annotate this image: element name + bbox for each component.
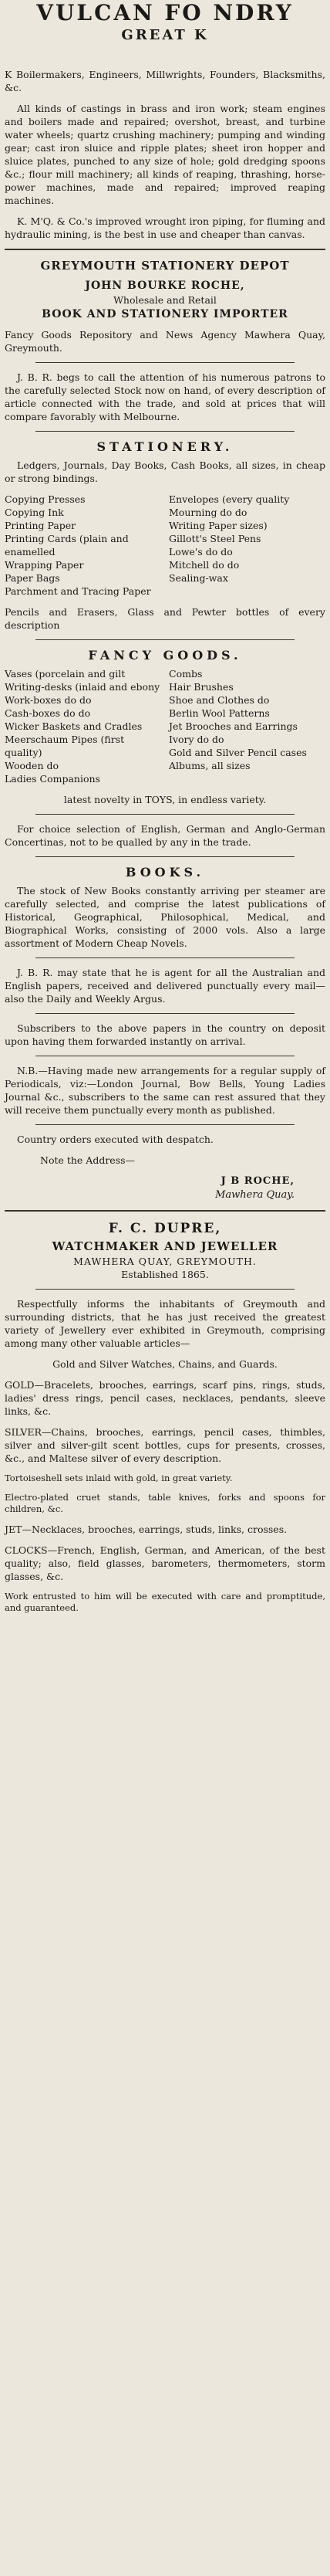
- vulcan-title: VULCAN FO NDRY: [36, 0, 294, 25]
- list-item: Writing Paper sizes): [169, 520, 268, 531]
- fancy-right-column: [169, 667, 325, 785]
- list-item: Combs: [169, 668, 203, 680]
- work-guarantee: Work entrusted to him will be executed with care and promptitude, and guaranteed.: [5, 1591, 325, 1613]
- greymouth-title: GREYMOUTH STATIONERY DEPOT: [40, 259, 290, 273]
- greymouth-intro: J. B. R. begs to call the attention of his numerous patrons to the carefully selected Stock now on hand, of every description of article connected with the trade, and sold at prices that will compare favorably with Melbourne.: [5, 371, 325, 422]
- fancy-left-column: [5, 667, 161, 785]
- vulcan-intro: K Boilermakers, Engineers, Millwrights, Founders, Blacksmiths, &c.: [5, 69, 325, 93]
- list-item: Printing Cards (plain and enamelled: [5, 533, 129, 558]
- business-line: BOOK AND STATIONERY IMPORTER: [42, 308, 288, 320]
- books-paragraph: The stock of New Books constantly arriving per steamer are carefully selected, and comprise the latest publications of Historical, Geographical, Philosophical, Medical, and Biographical Works, consisting of 2000 vols. Also a large assortment of Modern Cheap Novels.: [5, 885, 325, 949]
- vulcan-castings: All kinds of castings in brass and iron work; steam engines and boilers made and repaired; overshot, breast, and turbine water wheels; quartz crushing machinery; pumping and winding gear; cast iron sluice and ripple plates; sheet iron hopper and sluice plates, punched to any size of hole; gold dredging spoons &c.; flour mill machinery; all kinds of reaping, thrashing, horse-power machines, made and repaired; improved reaping machines.: [5, 103, 325, 206]
- vulcan-advert: [5, 0, 325, 241]
- divider: [35, 1124, 295, 1125]
- books-heading: BOOKS.: [125, 865, 205, 880]
- dupre-subhead: Gold and Silver Watches, Chains, and Guards.: [52, 1358, 278, 1370]
- gold-items: GOLD—Bracelets, brooches, earrings, scarf pins, rings, studs, ladies' dress rings, pencil cases, necklaces, pendants, sleeve links, &c.: [5, 1379, 325, 1417]
- list-item: Wicker Baskets and Cradles: [5, 720, 143, 732]
- jet-items: JET—Necklaces, brooches, earrings, studs, links, crosses.: [5, 1524, 288, 1535]
- list-item: Jet Brooches and Earrings: [169, 720, 298, 732]
- stationery-right-column: [169, 493, 325, 598]
- list-item: Mourning do do: [169, 507, 248, 518]
- divider: [35, 1289, 295, 1290]
- fancy-goods-heading: FANCY GOODS.: [88, 648, 242, 663]
- trade-line: Wholesale and Retail: [113, 294, 217, 306]
- agent-paragraph: J. B. R. may state that he is agent for all the Australian and English papers, received and delivered punctually every mail—also the Daily and Weekly Argus.: [5, 967, 325, 1005]
- clock-items: CLOCKS—French, English, German, and American, of the best quality; also, field glasses, barometers, thermometers, storm glasses, &c.: [5, 1544, 325, 1582]
- vulcan-piping: K. M'Q. & Co.'s improved wrought iron piping, for fluming and hydraulic mining, is the best in use and cheaper than canvas.: [5, 215, 325, 240]
- divider: [35, 639, 295, 640]
- list-item: Parchment and Tracing Paper: [5, 585, 151, 597]
- list-item: Berlin Wool Patterns: [169, 707, 270, 719]
- stationery-left-column: [5, 493, 161, 598]
- divider: [35, 856, 295, 857]
- list-item: Mitchell do do: [169, 559, 240, 571]
- list-item: Wrapping Paper: [5, 559, 84, 571]
- dupre-name: F. C. DUPRE,: [108, 1221, 222, 1236]
- divider: [5, 249, 325, 250]
- list-item: Meerschaum Pipes (first quality): [5, 734, 125, 758]
- dupre-intro: Respectfully informs the inhabitants of Greymouth and surrounding districts, that he has just received the greatest variety of Jewellery ever exhibited in Greymouth, comprising among many other valuable articles—: [5, 1298, 325, 1349]
- dupre-trade: WATCHMAKER AND JEWELLER: [52, 1239, 278, 1253]
- divider: [35, 1013, 295, 1014]
- note-address: Note the Address—: [40, 1154, 136, 1166]
- address-line: Fancy Goods Repository and News Agency Mawhera Quay, Greymouth.: [5, 329, 325, 354]
- silver-items: SILVER—Chains, brooches, earrings, pencil cases, thimbles, silver and silver-gilt scent bottles, cups for presents, crosses, &c., and Maltese silver of every description.: [5, 1426, 325, 1464]
- list-item: Paper Bags: [5, 572, 60, 584]
- greymouth-advert: [5, 258, 325, 1202]
- stationery-tail: Pencils and Erasers, Glass and Pewter bottles of every description: [5, 606, 325, 631]
- stationery-heading: STATIONERY.: [96, 439, 234, 454]
- fancy-tail: latest novelty in TOYS, in endless variety.: [63, 794, 267, 805]
- list-item: Copying Ink: [5, 507, 64, 518]
- tortoiseshell-items: Tortoiseshell sets inlaid with gold, in great variety.: [5, 1473, 233, 1483]
- dupre-established: Established 1865.: [121, 1269, 209, 1280]
- subscribers-paragraph: Subscribers to the above papers in the country on deposit upon having them forwarded instantly on arrival.: [5, 1022, 325, 1047]
- list-item: Gillott's Steel Pens: [169, 533, 261, 544]
- list-item: Gold and Silver Pencil cases: [169, 747, 307, 758]
- divider: [35, 814, 295, 815]
- divider: [5, 1210, 325, 1212]
- signature-block: [5, 1174, 295, 1202]
- list-item: Ivory do do: [169, 734, 224, 745]
- concertinas: For choice selection of English, German and Anglo-German Concertinas, not to be qualled by any in the trade.: [5, 823, 325, 848]
- list-item: Printing Paper: [5, 520, 76, 531]
- list-item: Copying Presses: [5, 493, 86, 505]
- nb-paragraph: N.B.—Having made new arrangements for a regular supply of Periodicals, viz:—London Journal, Bow Bells, Young Ladies Journal &c., subscribers to the same can rest assured that they will receive them punctually every month as published.: [5, 1065, 325, 1116]
- list-item: Work-boxes do do: [5, 694, 92, 706]
- stationery-list: [5, 493, 325, 598]
- dupre-advert: [5, 1219, 325, 1614]
- signature-place: Mawhera Quay.: [215, 1189, 295, 1201]
- divider: [35, 431, 295, 432]
- country-orders: Country orders executed with despatch.: [17, 1134, 214, 1145]
- fancy-goods-list: [5, 667, 325, 785]
- list-item: Shoe and Clothes do: [169, 694, 270, 706]
- signature-name: J B ROCHE,: [221, 1175, 295, 1187]
- advert-column: [5, 0, 325, 1622]
- list-item: Albums, all sizes: [169, 760, 251, 771]
- list-item: Ladies Companions: [5, 773, 100, 785]
- list-item: Wooden do: [5, 760, 59, 771]
- vulcan-subtitle: GREAT K: [121, 27, 209, 43]
- list-item: Envelopes (every quality: [169, 493, 290, 505]
- electro-plated-items: Electro-plated cruet stands, table knives, forks and spoons for children, &c.: [5, 1492, 325, 1514]
- list-item: Sealing-wax: [169, 572, 228, 584]
- list-item: Vases (porcelain and gilt: [5, 668, 126, 680]
- dupre-address: MAWHERA QUAY, GREYMOUTH.: [73, 1256, 257, 1267]
- list-item: Lowe's do do: [169, 546, 233, 558]
- list-item: Hair Brushes: [169, 681, 234, 693]
- divider: [35, 362, 295, 363]
- owner-name: JOHN BOURKE ROCHE,: [85, 280, 245, 292]
- list-item: Writing-desks (inlaid and ebony: [5, 681, 160, 693]
- stationery-intro: Ledgers, Journals, Day Books, Cash Books, all sizes, in cheap or strong bindings.: [5, 459, 325, 484]
- list-item: Cash-boxes do do: [5, 707, 91, 719]
